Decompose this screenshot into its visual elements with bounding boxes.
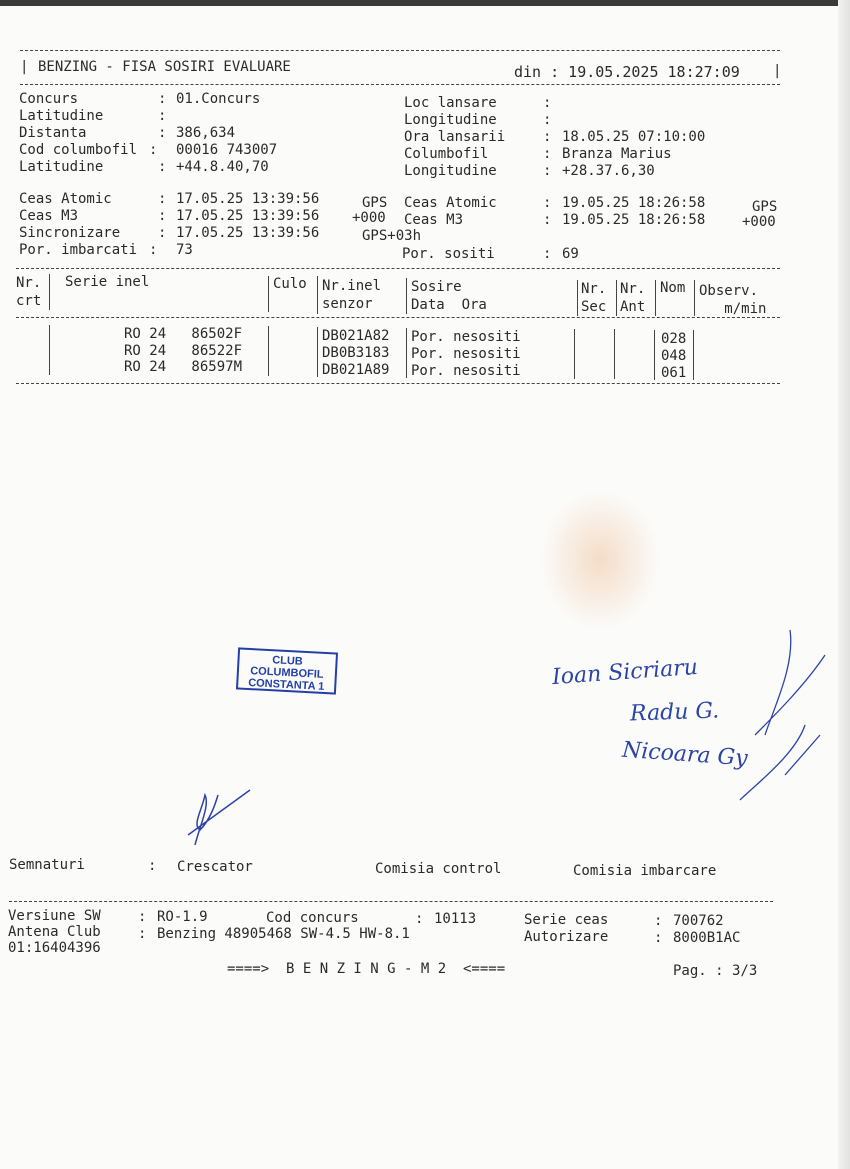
info-colon: : xyxy=(138,926,147,942)
clock-value-ceas-atomic-right: 19.05.25 18:26:58 xyxy=(562,195,706,211)
paper-stain xyxy=(540,490,660,630)
footer-versiune-label: Versiune SW xyxy=(8,908,101,924)
th-culo: Culo xyxy=(273,276,307,292)
col-sep xyxy=(268,276,269,312)
clock-extra-ceas-m3: +000 xyxy=(352,210,386,226)
th-serie-inel: Serie inel xyxy=(65,274,150,290)
scan-top-edge xyxy=(0,0,850,6)
info-colon: : xyxy=(543,95,552,111)
row-3-serie: RO 24 86597M xyxy=(124,359,243,375)
info-label-latitudine-2: Latitudine xyxy=(19,159,104,175)
table-top-rule xyxy=(16,268,780,269)
footer-cod-concurs-label: Cod concurs xyxy=(266,910,359,926)
footer-autorizare-value: 8000B1AC xyxy=(673,930,741,946)
header-top-rule xyxy=(20,50,780,51)
signature-flourish xyxy=(735,625,835,805)
info-colon: : xyxy=(543,246,552,262)
col-sep xyxy=(49,274,50,310)
row-1-serie: RO 24 86502F xyxy=(124,326,243,342)
clock-label-ceas-atomic-right: Ceas Atomic xyxy=(404,195,497,211)
col-sep xyxy=(317,276,318,314)
scan-right-edge xyxy=(838,0,850,1169)
document-date: din : 19.05.2025 18:27:09 xyxy=(514,63,740,81)
info-value-ora-lansarii: 18.05.25 07:10:00 xyxy=(562,129,706,145)
info-colon: : xyxy=(158,91,167,107)
info-colon: : xyxy=(415,911,424,927)
row-1-nom: 028 xyxy=(661,331,687,347)
footer-antena-value: Benzing 48905468 SW-4.5 HW-8.1 xyxy=(157,926,410,942)
col-sep xyxy=(406,278,407,314)
footer-cod-concurs-value: 10113 xyxy=(434,911,477,927)
info-label-cod-columbofil: Cod columbofil xyxy=(19,142,138,158)
clock-extra-ceas-atomic: GPS xyxy=(362,195,388,211)
col-sep xyxy=(49,325,50,375)
th-sosire: Sosire Data Ora xyxy=(411,279,487,313)
clock-label-ceas-m3-right: Ceas M3 xyxy=(404,212,464,228)
footer-antena-label: Antena Club xyxy=(8,924,101,940)
clock-label-por-imbarcati: Por. imbarcati xyxy=(19,242,138,258)
info-value-distanta: 386,634 xyxy=(176,125,236,141)
info-colon: : xyxy=(543,112,552,128)
info-colon: : xyxy=(149,242,158,258)
info-colon: : xyxy=(158,208,167,224)
clock-extra-ceas-atomic-right: GPS xyxy=(752,199,778,215)
footer-rule xyxy=(9,901,773,902)
footer-brand-line: ====> B E N Z I N G - M 2 <==== xyxy=(227,961,506,977)
footer-serie-ceas-label: Serie ceas xyxy=(524,912,609,928)
footer-versiune-value: RO-1.9 xyxy=(157,909,208,925)
signature-2: Radu G. xyxy=(629,698,720,727)
table-header-rule xyxy=(16,317,780,318)
info-colon: : xyxy=(149,142,158,158)
info-label-distanta: Distanta xyxy=(19,125,87,141)
row-3-nom: 061 xyxy=(661,365,687,381)
clock-label-ceas-atomic: Ceas Atomic xyxy=(19,191,112,207)
label-comisia-control: Comisia control xyxy=(375,861,502,877)
clock-extra-ceas-m3-right: +000 xyxy=(742,214,776,230)
th-observ: Observ. m/min xyxy=(699,283,767,317)
row-3-sosire: Por. nesositi xyxy=(411,363,521,379)
info-value-cod-columbofil: 00016 743007 xyxy=(176,142,278,158)
info-colon: : xyxy=(158,225,167,241)
info-colon: : xyxy=(654,913,663,929)
info-colon: : xyxy=(158,108,167,124)
col-sep xyxy=(614,329,615,379)
info-colon: : xyxy=(158,191,167,207)
footer-id-line: 01:16404396 xyxy=(8,940,101,956)
stamp-text: CLUB COLUMBOFIL CONSTANTA 1 xyxy=(247,654,325,693)
clock-extra-sincronizare: GPS+03h xyxy=(362,228,422,244)
col-sep xyxy=(577,280,578,316)
footer-serie-ceas-value: 700762 xyxy=(673,913,724,929)
info-label-longitudine-2: Longitudine xyxy=(404,163,497,179)
col-sep xyxy=(693,330,694,380)
col-sep xyxy=(268,326,269,376)
info-label-concurs: Concurs xyxy=(19,91,79,107)
info-value-concurs: 01.Concurs xyxy=(176,91,261,107)
club-stamp xyxy=(236,647,338,694)
info-colon: : xyxy=(543,212,552,228)
info-colon: : xyxy=(158,125,167,141)
col-sep xyxy=(616,280,617,316)
info-label-loc-lansare: Loc lansare xyxy=(404,95,497,111)
clock-value-por-imbarcati: 73 xyxy=(176,242,193,258)
label-crescator: Crescator xyxy=(177,859,253,875)
row-2-sosire: Por. nesositi xyxy=(411,346,521,362)
signature-3: Nicoara Gy xyxy=(621,737,749,772)
header-left-bar: | xyxy=(20,59,29,75)
info-colon: : xyxy=(158,159,167,175)
crescator-signature xyxy=(180,765,260,855)
info-colon: : xyxy=(543,163,552,179)
info-value-latitudine-2: +44.8.40,70 xyxy=(176,159,269,175)
info-value-longitudine-2: +28.37.6,30 xyxy=(562,163,655,179)
row-1-senzor: DB021A82 xyxy=(322,328,390,344)
row-2-senzor: DB0B3183 xyxy=(322,345,390,361)
info-colon: : xyxy=(543,146,552,162)
col-sep xyxy=(655,280,656,316)
info-colon: : xyxy=(543,195,552,211)
clock-value-por-sositi: 69 xyxy=(562,246,579,262)
row-3-senzor: DB021A89 xyxy=(322,362,390,378)
info-colon: : xyxy=(138,909,147,925)
info-label-columbofil: Columbofil xyxy=(404,146,489,162)
clock-value-ceas-m3-right: 19.05.25 18:26:58 xyxy=(562,212,706,228)
footer-autorizare-label: Autorizare xyxy=(524,929,609,945)
signature-1: Ioan Sicriaru xyxy=(551,654,699,691)
col-sep xyxy=(654,330,655,380)
col-sep xyxy=(574,329,575,379)
row-2-nom: 048 xyxy=(661,348,687,364)
col-sep xyxy=(406,328,407,378)
info-colon: : xyxy=(654,930,663,946)
row-2-serie: RO 24 86522F xyxy=(124,343,243,359)
label-comisia-imbarcare: Comisia imbarcare xyxy=(573,863,717,879)
clock-label-sincronizare: Sincronizare xyxy=(19,225,121,241)
row-1-sosire: Por. nesositi xyxy=(411,329,521,345)
info-colon: : xyxy=(543,129,552,145)
th-nr-ant: Nr. Ant xyxy=(620,281,646,315)
th-nr-crt: Nr. crt xyxy=(16,275,42,309)
info-value-columbofil: Branza Marius xyxy=(562,146,672,162)
clock-label-ceas-m3: Ceas M3 xyxy=(19,208,79,224)
clock-value-ceas-m3: 17.05.25 13:39:56 xyxy=(176,208,320,224)
info-colon: : xyxy=(148,858,157,874)
clock-value-ceas-atomic: 17.05.25 13:39:56 xyxy=(176,191,320,207)
info-label-latitudine: Latitudine xyxy=(19,108,104,124)
th-nr-inel-senzor: Nr.inel senzor xyxy=(322,278,382,312)
info-label-longitudine: Longitudine xyxy=(404,112,497,128)
footer-page-number: Pag. : 3/3 xyxy=(673,963,758,979)
col-sep xyxy=(317,327,318,377)
header-bottom-rule xyxy=(20,84,780,85)
clock-value-sincronizare: 17.05.25 13:39:56 xyxy=(176,225,320,241)
th-nr-sec: Nr. Sec xyxy=(581,281,607,315)
info-label-ora-lansarii: Ora lansarii xyxy=(404,129,506,145)
table-bottom-rule xyxy=(16,383,780,384)
th-nom: Nom xyxy=(660,280,686,296)
document-title: BENZING - FISA SOSIRI EVALUARE xyxy=(38,59,291,75)
col-sep xyxy=(694,280,695,316)
clock-label-por-sositi: Por. sositi xyxy=(402,246,495,262)
label-semnaturi: Semnaturi xyxy=(9,857,85,873)
header-right-bar: | xyxy=(773,63,782,79)
